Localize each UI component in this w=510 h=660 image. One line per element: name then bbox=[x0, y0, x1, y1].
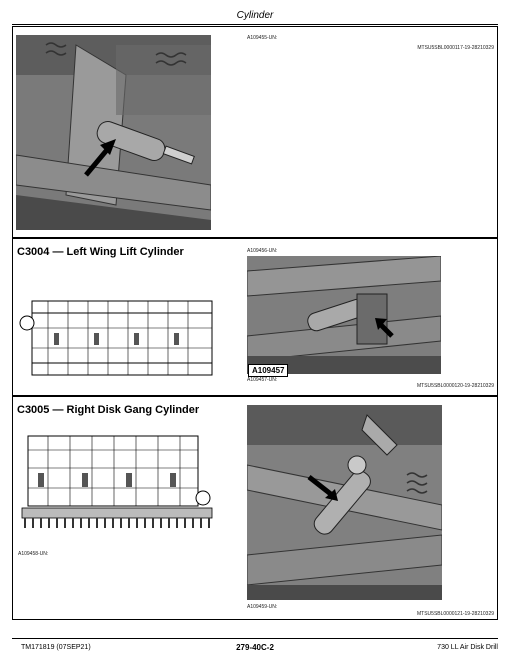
section-2-heading: C3004 — Left Wing Lift Cylinder bbox=[17, 246, 184, 258]
footer-document-id: TM171819 (07SEP21) bbox=[21, 644, 91, 651]
footer-rule bbox=[12, 638, 498, 639]
header-rule bbox=[12, 24, 498, 25]
section-1-figure-id: A109455-UN: bbox=[247, 35, 278, 41]
left-wing-diagram bbox=[18, 293, 218, 385]
page-header-title: Cylinder bbox=[236, 10, 274, 21]
left-wing-photo-label: A109457 bbox=[248, 364, 288, 377]
section-3-reference: MTSU5SBL0000121-19-28210329 bbox=[417, 611, 494, 617]
section-3-diagram-id: A109458-UN: bbox=[18, 551, 49, 557]
footer-page-number: 279-40C-2 bbox=[236, 643, 274, 652]
cylinder-photo-1 bbox=[16, 35, 211, 230]
section-3-heading: C3005 — Right Disk Gang Cylinder bbox=[17, 404, 200, 416]
section-2-figure-top-id: A109456-UN: bbox=[247, 248, 278, 254]
left-wing-cylinder-photo bbox=[247, 256, 441, 374]
section-2-reference: MTSU5SBL0000120-19-28210329 bbox=[417, 383, 494, 389]
section-1-reference: MTSU5SBL0000117-19-28210329 bbox=[417, 45, 494, 51]
right-disk-gang-diagram bbox=[18, 428, 218, 548]
footer-product-name: 730 LL Air Disk Drill bbox=[437, 644, 498, 651]
section-2-figure-bottom-id: A109457-UN: bbox=[247, 377, 278, 383]
section-3-photo-id: A109459-UN: bbox=[247, 604, 278, 610]
right-disk-gang-cylinder-photo bbox=[247, 405, 442, 600]
